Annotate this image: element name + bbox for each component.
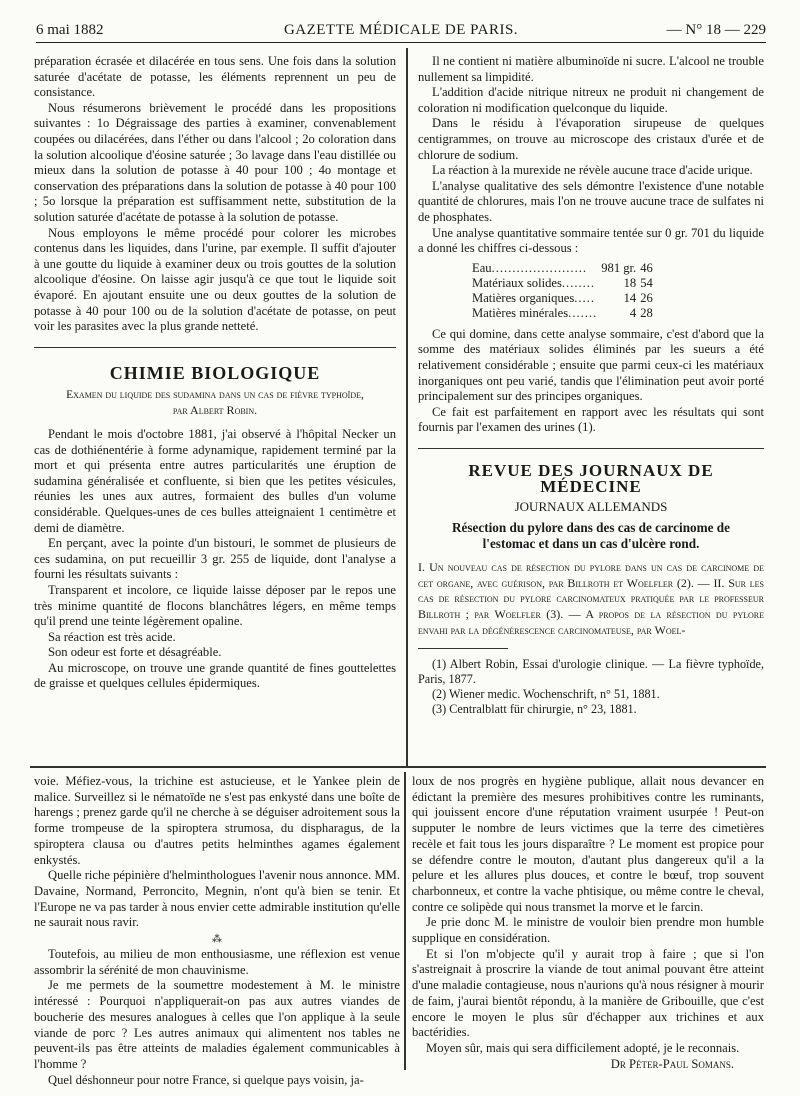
article-subtitle: Examen du liquide des sudamina dans un cas de fièvre typhoïde, (66, 388, 364, 401)
section-divider (34, 347, 396, 349)
paragraph: Une analyse quantitative sommaire tentée sur 0 gr. 701 du liquide a donné les chiffres ci-dessous : (418, 225, 764, 256)
bottom-right-column (412, 774, 764, 1072)
paragraph: loux de nos progrès en hygiène publique, allait nous devancer en édictant la première des mesures prohibitives contre les ruminants, qui jouissent encore d'une réputation vraiment usurpée ! Peut-on supputer le nombre de leurs victimes que la terre des cimetières recèle et fait tous les jours disparaître ? Le moment est propice pour se défendre contre le mouton, d'autant plus dangereux qu'il a la pelure et les allures plus douces, et contre le bœuf, trop souvent charbonneux, et contre la vache phtisique, ou même contre le cheval, contre ce solipède qui nous transmet la morve et le farcin. (412, 774, 764, 914)
table-cell-value: 54 (640, 275, 653, 290)
paragraph: Je me permets de la soumettre modestement à M. le ministre intéressé : Pourquoi n'appliquerait-on pas aux autres viandes de boucherie des mesures analogues à celles que l'on applique à la seule viande de porc ? Les autres animaux qui alimentent nos tables ne peuvent-ils pas être atteints de maladies également communicables à l'homme ? (34, 978, 400, 1071)
table-cell-value: 28 (640, 305, 653, 320)
article-heading: Résection du pylore dans des cas de carcinome de l'estomac et dans un cas d'ulcère rond. (452, 520, 730, 552)
table-cell-label: Matières minérales....... (472, 305, 598, 320)
paragraph: Ce fait est parfaitement en rapport avec les résultats qui sont fournis par l'examen des urines (1). (418, 404, 764, 435)
page-header (36, 22, 766, 43)
paragraph: L'analyse qualitative des sels démontre l'existence d'une notable quantité de chlorures, mais l'on ne trouve aucune trace de sulfates ni de phosphates. (418, 178, 764, 224)
table-cell-value: 46 (640, 260, 653, 275)
section-stars: ⁂ (212, 934, 222, 946)
paragraph: Quelle riche pépinière d'helminthologues l'avenir nous annonce. MM. Davaine, Normand, Perroncito, Megnin, n'ont qu'à bien se tenir. Et l'Europe ne va pas tarder à nous envier cette admirable institution qu'elle ne saurait nous ravir. (34, 868, 400, 930)
table-row (470, 276, 655, 291)
right-column (418, 54, 764, 717)
issue-date: 6 mai 1882 (36, 22, 104, 38)
table-row (470, 261, 655, 276)
paragraph: Moyen sûr, mais qui sera difficilement adopté, je le reconnais. (426, 1040, 740, 1055)
signature: Dr Péter-Paul Somans. (610, 1056, 734, 1071)
footnote: (2) Wiener medic. Wochenschrift, n° 51, 1881. (432, 687, 660, 702)
paragraph: Dans le résidu à l'évaporation sirupeuse de quelques centigrammes, on trouve au microscope des cristaux d'urée et de chlorure de sodium. (418, 116, 764, 162)
paragraph: Transparent et incolore, ce liquide laisse déposer par le repos une très minime quantité de flocons blanchâtres légers, en même temps qu'il prend une teinte légèrement opaline. (34, 582, 396, 629)
table-cell-value: 18 (623, 275, 637, 290)
paragraph: voie. Méfiez-vous, la trichine est astucieuse, et le Yankee plein de malice. Surveillez si le nématoïde ne s'est pas enkysté dans une boîte de harengs ; prenez garde qu'il ne cherche à se déguiser adroitement sous la forme trompeuse de la spiroptera strumosa, du dispharagus, de la spiroptera clausa ou d'autres petits helminthes agames également enkystés. (34, 774, 400, 867)
footnotes (418, 657, 764, 717)
paragraph: Quel déshonneur pour notre France, si quelque pays voisin, ja- (48, 1072, 364, 1087)
table-cell-value: 26 (640, 290, 653, 305)
section-subtitle: JOURNAUX ALLEMANDS (514, 498, 668, 514)
paragraph: Ce qui domine, dans cette analyse sommaire, c'est d'abord que la somme des matériaux solides éliminés par les sueurs a été relativement considérable ; ensuite que parmi ceux-ci les matériaux inorganiques ont peu varié, tandis que l'élimination peut avoir porté principalement sur des principes organiques. (418, 326, 764, 404)
paragraph: Pendant le mois d'octobre 1881, j'ai observé à l'hôpital Necker un cas de dothiénentérie à forme adynamique, rapidement terminé par la mort et qui présenta entre autres particularités une éruption de sudamina généralisée et confluente, si bien que les petites vésicules, réunies les unes aux autres, formaient des bulles d'un volume considérable. Quelques-unes de ces bulles atteignaient 1 centimètre et demi de diamètre. (34, 426, 396, 535)
analysis-table (470, 261, 655, 321)
left-column (34, 54, 396, 692)
table-cell-label: Eau....................... (472, 260, 588, 275)
column-divider (404, 772, 406, 1070)
paragraph: Sa réaction est très acide. (48, 629, 176, 644)
column-divider (406, 48, 408, 766)
footnote-divider (418, 648, 508, 649)
paragraph: Son odeur est forte et désagréable. (48, 645, 222, 660)
page-divider (30, 766, 766, 768)
section-title: CHIMIE BIOLOGIQUE (109, 363, 321, 384)
table-cell-value: 4 (629, 305, 637, 320)
paragraph: Au microscope, on trouve une grande quantité de fines gouttelettes de graisse et quelques cellules épidermiques. (34, 660, 396, 691)
paragraph: Toutefois, au milieu de mon enthousiasme, une réflexion est venue assombrir la sérénité de mon chauvinisme. (34, 947, 400, 977)
journal-title: GAZETTE MÉDICALE DE PARIS. (283, 22, 519, 38)
table-cell-label: Matières organiques..... (472, 290, 595, 305)
table-cell-value: 981 gr. (601, 260, 637, 275)
paragraph: préparation écrasée et dilacérée en tous sens. Une fois dans la solution saturée d'acétate de potasse, les éléments reprennent un peu de consistance. (34, 54, 396, 100)
paragraph: En perçant, avec la pointe d'un bistouri, le sommet de plusieurs de ces sudamina, on put recueillir 3 gr. 255 de liquide, dont l'analyse a fourni les résultats suivants : (34, 536, 396, 582)
table-row (470, 306, 655, 321)
footnote: (1) Albert Robin, Essai d'urologie clinique. — La fièvre typhoïde, Paris, 1877. (418, 657, 764, 687)
bottom-left-column (34, 774, 400, 1088)
footnote: (3) Centralblatt für chirurgie, n° 23, 1881. (432, 702, 637, 717)
references: I. Un nouveau cas de résection du pylore dans un cas de carcinome de cet organe, avec guérison, par Billroth et Woelfler (2). — II. Sur les cas de résection du pylore carcinomateux pratiquée par le professeur Billroth ; par Woelfler (3). — A propos de la résection du pylore envahi par la dégénérescence carcinomateuse, par Woel- (418, 560, 764, 637)
paragraph: L'addition d'acide nitrique nitreux ne produit ni changement de coloration ni modification quelconque du liquide. (418, 85, 764, 115)
table-cell-value: 14 (623, 290, 637, 305)
section-title: REVUE DES JOURNAUX DE MÉDECINE (468, 461, 714, 496)
section-divider (418, 448, 764, 450)
paragraph: Et si l'on m'objecte qu'il y aurait trop à faire ; que si l'on s'astreignait à proscrire la viande de tout animal pouvant être atteint d'une maladie contagieuse, nous n'aurions qu'à nous résigner à mourir de faim, j'aurai bientôt répondu, à la manière de Gribouille, que c'est encore le moyen le plus sûr d'échapper aux trichines et aux bactéridies. (412, 946, 764, 1040)
paragraph: Il ne contient ni matière albuminoïde ni sucre. L'alcool ne trouble nullement sa limpidité. (418, 54, 764, 84)
paragraph: Nous résumerons brièvement le procédé dans les propositions suivantes : 1o Dégraissage des parties à examiner, convenablement coupées ou dilacérées, dans l'éther ou dans l'alcool ; 2o coloration dans la solution alcoolique d'éosine saturée ; 3o lavage dans l'eau distillée ou mieux dans la solution de potasse à 40 pour 100 ; 4o montage et conservation des préparations dans la solution de potasse à 40 pour 100 ; 5o lorsque la préparation est suffisamment nette, substitution de la solution saturée d'acétate de potasse à la solution de potasse. (34, 100, 396, 224)
issue-number: — N° 18 — 229 (666, 22, 766, 38)
paragraph: Nous employons le même procédé pour colorer les microbes contenus dans les liquides, dans l'urine, par exemple. Il suffit d'ajouter à une goutte du liquide à examiner deux ou trois gouttes de la solution alcoolique d'éosine. On laisse agir jusqu'à ce que tout le liquide soit évaporé. En ajoutant ensuite une ou deux gouttes de la solution de potasse à 40 pour 100 ou de la solution d'acétate de potasse, on peut voir les parasites avec la plus grande netteté. (34, 225, 396, 334)
table-cell-label: Matériaux solides........ (472, 275, 596, 290)
paragraph: La réaction à la murexide ne révèle aucune trace d'acide urique. (432, 163, 753, 178)
paragraph: Je prie donc M. le ministre de vouloir bien prendre mon humble supplique en considération. (412, 915, 764, 946)
table-row (470, 291, 655, 306)
article-author: par Albert Robin. (172, 403, 258, 418)
